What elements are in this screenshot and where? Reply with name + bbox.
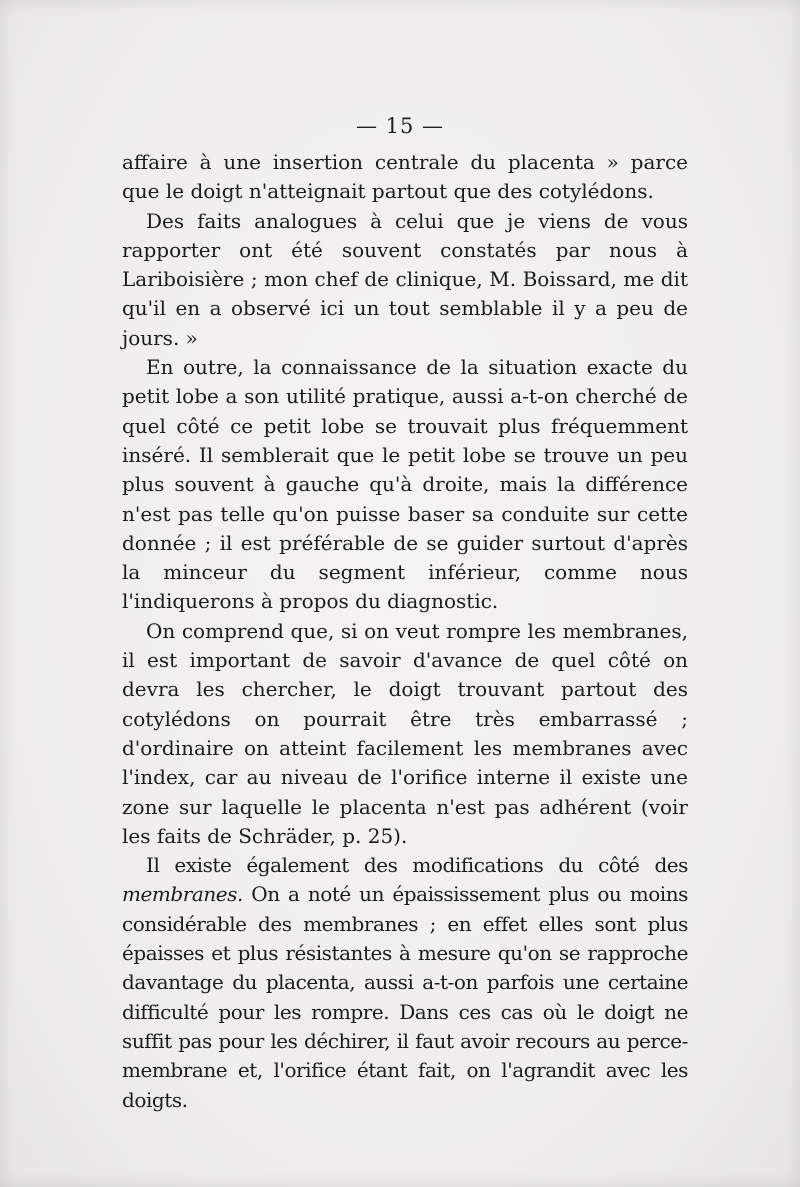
paragraph-5-end: On a noté un épaississement plus ou moins considérable des membranes ; en effet elles sont plus épaisses et plus résistantes à mesure qu'on se rapproche davantage du placenta, aussi a-t-on parfois une certaine difficulté pour les rompre. Dans ces cas où le doigt ne suffit pas pour les déchirer, il faut avoir recours au perce-membrane et, l'orifice étant fait, on l'agrandit avec les doigts. xyxy=(122,882,688,1112)
paragraph-4: On comprend que, si on veut rompre les membranes, il est important de savoir d'avance de quel côté on devra les chercher, le doigt trouvant partout des cotylédons on pourrait être très embarrassé ; d'ordinaire on atteint facilement les membranes avec l'index, car au niveau de l'orifice interne il existe une zone sur laquelle le placenta n'est pas adhérent (voir les faits de Schräder, p. 25). xyxy=(122,618,688,848)
page-number: — 15 — xyxy=(355,114,445,138)
paragraph-1: affaire à une insertion centrale du placenta » parce que le doigt n'atteignait partout que des cotylédons. xyxy=(122,150,688,204)
paragraph-5-start: Il existe également des modifications du côté des xyxy=(146,853,688,878)
body-text xyxy=(122,148,688,1115)
paragraph-5-italic-word: membranes. xyxy=(122,882,243,907)
paragraph-2: Des faits analogues à celui que je viens de vous rapporter ont été souvent constatés par nous à Lariboisière ; mon chef de clinique, M. Boissard, me dit qu'il en a observé ici un tout semblable il y a peu de jours. » xyxy=(122,208,688,350)
paragraph-5 xyxy=(122,851,688,1115)
paragraph-3: En outre, la connaissance de la situation exacte du petit lobe a son utilité pratique, aussi a-t-on cherché de quel côté ce petit lobe se trouvait plus fréquemment inséré. Il semblerait que le petit lobe se trouve un peu plus souvent à gauche qu'à droite, mais la différence n'est pas telle qu'on puisse baser sa conduite sur cette donnée ; il est préférable de se guider surtout d'après la minceur du segment inférieur, comme nous l'indiquerons à propos du diagnostic. xyxy=(122,355,688,614)
